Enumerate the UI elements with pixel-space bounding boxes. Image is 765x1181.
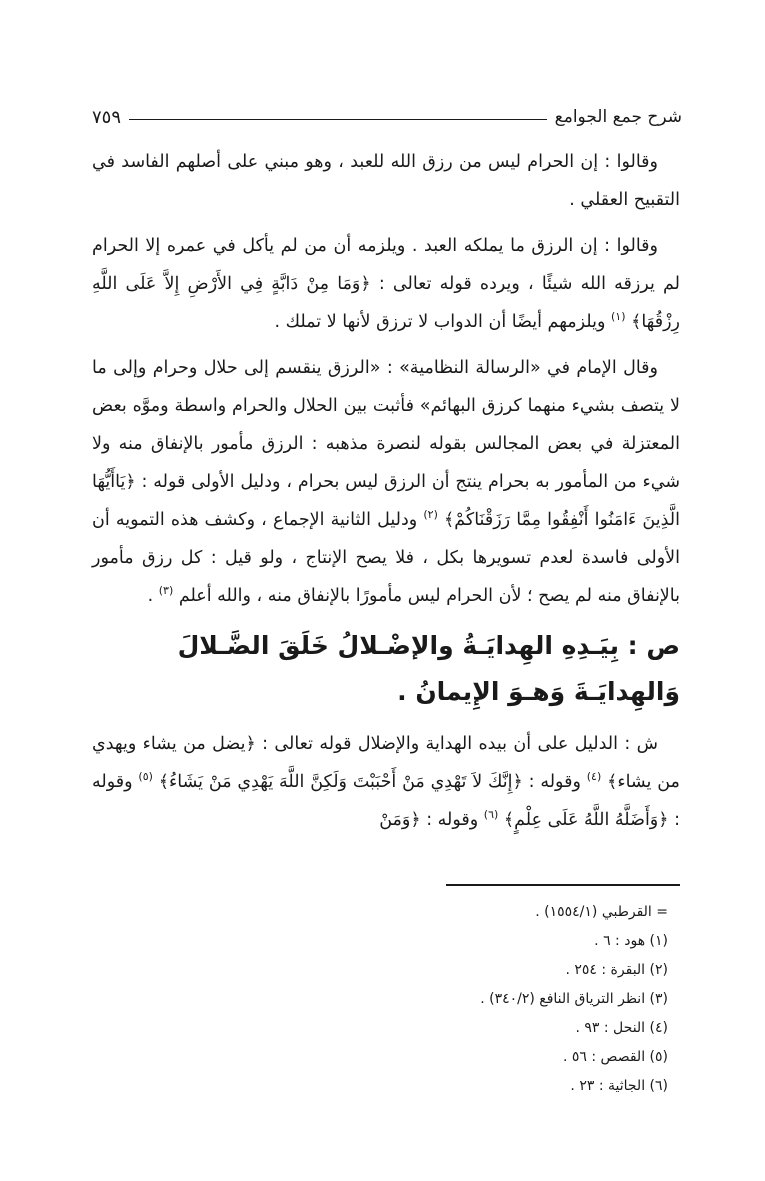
footnote-line: (٢) البقرة : ٢٥٤ . — [565, 962, 668, 978]
section-heading: ص : بِيَـدِهِ الهِدايَـةُ والإضْـلالُ خَلَقَ الضَّـلالَ وَالهِدايَـةَ وَهـوَ الإِيمانُ . — [177, 631, 680, 706]
footnotes — [92, 898, 680, 1101]
paragraph-3 — [92, 349, 680, 615]
paragraph-3-text-after: ودليل الثانية الإجماع ، وكشف هذه التمويه أن الأولى فاسدة لعدم تسويرها بكل ، فلا يصح الإنتاج ، ولو قيل : كل رزق مأمور بالإنفاق منه لم يصح ؛ لأن الحرام ليس مأمورًا بالإنفاق منه ، والله أعلم — [92, 510, 680, 606]
footnote-ref-3: (٣) — [158, 584, 174, 598]
paragraph-3-text-before: وقال الإمام في «الرسالة النظامية» : «الرزق ينقسم إلى حلال وحرام وإلى ما لا يتصف بشيء منهما كرزق البهائم» فأثبت بين الحلال والحرام واسطة وموَّه بعض المعتزلة في بعض المجالس بقوله لنصرة مذهبه : الرزق مأمور بالإنفاق منه ولا شيء من المأمور به بحرام ينتج أن الرزق ليس بحرام ، ودليل الأولى قوله : — [92, 358, 680, 492]
running-title: شرح جمع الجوامع — [554, 107, 682, 127]
running-header — [92, 102, 682, 132]
paragraph-1: وقالوا : إن الحرام ليس من رزق الله للعبد ، وهو مبني على أصلهم الفاسد في التقبيح العقلي . — [92, 152, 680, 210]
paragraph-2-text-before: وقالوا : إن الرزق ما يملكه العبد . ويلزمه أن من لم يأكل في عمره إلا الحرام لم يرزقه الله شيئًا ، ويرده قوله تعالى : — [92, 236, 680, 294]
paragraph-2-text-after: ويلزمهم أيضًا أن الدواب لا ترزق لأنها لا تملك . — [274, 312, 606, 332]
quran-verse-baqara: ﴿يَاأَيُّهَا الَّذِينَ ءَامَنُوا أَنْفِقُوا مِمَّا رَزَقْنَاكُمْ﴾ — [92, 472, 680, 530]
main-text — [92, 143, 680, 847]
footnote-line: (٣) انظر الترياق النافع (٣٤٠/٢) . — [480, 991, 668, 1007]
paragraph-4-part-2: وقوله : — [528, 772, 581, 792]
footnote-ref-5: (٥) — [138, 770, 153, 784]
page-number: ٧٥٩ — [92, 106, 122, 128]
quran-verse-hud: ﴿وَمَا مِنْ دَابَّةٍ فِي الأَرْضِ إِلاَّ عَلَى اللَّهِ رِزْقُهَا﴾ — [92, 274, 680, 332]
footnote-line: = القرطبي (١٥٥٤/١) . — [535, 904, 668, 920]
paragraph-2 — [92, 227, 680, 341]
quran-verse-qasas: ﴿إِنَّكَ لاَ تَهْدِي مَنْ أَحْبَبْتَ وَلَكِنَّ اللَّهَ يَهْدِي مَنْ يَشَاءُ﴾ — [158, 772, 523, 792]
header-rule — [129, 119, 547, 120]
footnote-ref-6: (٦) — [483, 808, 499, 822]
paragraph-4-part-1: ش : الدليل على أن بيده الهداية والإضلال قوله تعالى : — [262, 734, 658, 754]
footnote-ref-4: (٤) — [586, 770, 602, 784]
footnote-ref-1: (١) — [610, 310, 626, 324]
quran-verse-continued: ﴿وَمَنْ — [379, 810, 421, 830]
paragraph-4-part-4: وقوله : — [426, 810, 479, 830]
footnote-separator — [446, 884, 680, 886]
quran-verse-jathiya: ﴿وَأَضَلَّهُ اللَّهُ عَلَى عِلْمٍ﴾ — [503, 810, 669, 830]
footnote-line: (٥) القصص : ٥٦ . — [562, 1049, 668, 1065]
paragraph-4 — [92, 725, 680, 839]
paragraph-4-part-3: وقوله : — [92, 772, 680, 830]
footnote-line: (١) هود : ٦ . — [594, 933, 668, 949]
quran-verse-nahl: ﴿يضل من يشاء ويهدي من يشاء﴾ — [92, 734, 680, 792]
footnote-line: (٦) الجاثية : ٢٣ . — [570, 1078, 668, 1094]
footnote-ref-2: (٢) — [423, 508, 438, 522]
footnote-line: (٤) النحل : ٩٣ . — [575, 1020, 668, 1036]
paragraph-3-end: . — [147, 586, 154, 606]
